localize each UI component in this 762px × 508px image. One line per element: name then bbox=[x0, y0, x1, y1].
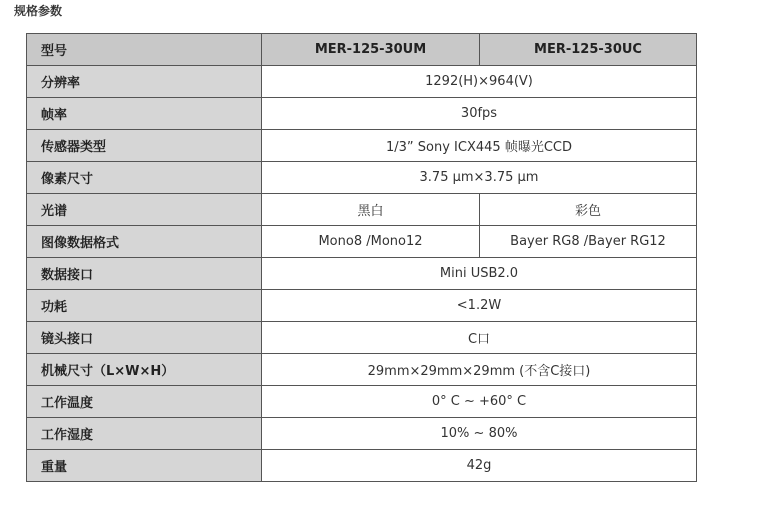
table-row bbox=[27, 418, 697, 450]
row-value-frame-rate: 30fps bbox=[262, 98, 697, 130]
row-label-operating-temperature: 工作温度 bbox=[27, 386, 262, 418]
row-label-data-interface: 数据接口 bbox=[27, 258, 262, 290]
row-label-frame-rate: 帧率 bbox=[27, 98, 262, 130]
row-value-spectrum-um: 黑白 bbox=[262, 194, 480, 226]
row-value-operating-temperature: 0° C ~ +60° C bbox=[262, 386, 697, 418]
spec-table bbox=[26, 33, 697, 482]
table-row bbox=[27, 386, 697, 418]
row-value-weight: 42g bbox=[262, 450, 697, 482]
row-value-data-interface: Mini USB2.0 bbox=[262, 258, 697, 290]
row-label-power: 功耗 bbox=[27, 290, 262, 322]
row-label-sensor-type: 传感器类型 bbox=[27, 130, 262, 162]
row-value-operating-humidity: 10% ~ 80% bbox=[262, 418, 697, 450]
table-row bbox=[27, 258, 697, 290]
section-title: 规格参数 bbox=[14, 4, 63, 18]
model-header-label: 型号 bbox=[27, 34, 262, 66]
row-label-pixel-size: 像素尺寸 bbox=[27, 162, 262, 194]
table-row bbox=[27, 450, 697, 482]
row-label-lens-mount: 镜头接口 bbox=[27, 322, 262, 354]
table-row bbox=[27, 162, 697, 194]
row-value-sensor-type: 1/3” Sony ICX445 帧曝光CCD bbox=[262, 130, 697, 162]
row-label-weight: 重量 bbox=[27, 450, 262, 482]
row-value-spectrum-uc: 彩色 bbox=[480, 194, 697, 226]
table-row bbox=[27, 194, 697, 226]
table-row bbox=[27, 322, 697, 354]
row-label-dimensions: 机械尺寸（L×W×H） bbox=[27, 354, 262, 386]
row-value-pixel-size: 3.75 μm×3.75 μm bbox=[262, 162, 697, 194]
row-label-data-format: 图像数据格式 bbox=[27, 226, 262, 258]
table-row bbox=[27, 98, 697, 130]
row-value-data-format-um: Mono8 /Mono12 bbox=[262, 226, 480, 258]
table-row bbox=[27, 354, 697, 386]
row-value-power: <1.2W bbox=[262, 290, 697, 322]
row-value-lens-mount: C口 bbox=[262, 322, 697, 354]
table-row bbox=[27, 290, 697, 322]
table-header-row bbox=[27, 34, 697, 66]
row-value-data-format-uc: Bayer RG8 /Bayer RG12 bbox=[480, 226, 697, 258]
table-row bbox=[27, 130, 697, 162]
table-row bbox=[27, 226, 697, 258]
row-value-dimensions: 29mm×29mm×29mm (不含C接口) bbox=[262, 354, 697, 386]
model-um-header: MER-125-30UM bbox=[262, 34, 480, 66]
table-row bbox=[27, 66, 697, 98]
row-label-operating-humidity: 工作湿度 bbox=[27, 418, 262, 450]
model-uc-header: MER-125-30UC bbox=[480, 34, 697, 66]
row-label-resolution: 分辨率 bbox=[27, 66, 262, 98]
row-label-spectrum: 光谱 bbox=[27, 194, 262, 226]
row-value-resolution: 1292(H)×964(V) bbox=[262, 66, 697, 98]
